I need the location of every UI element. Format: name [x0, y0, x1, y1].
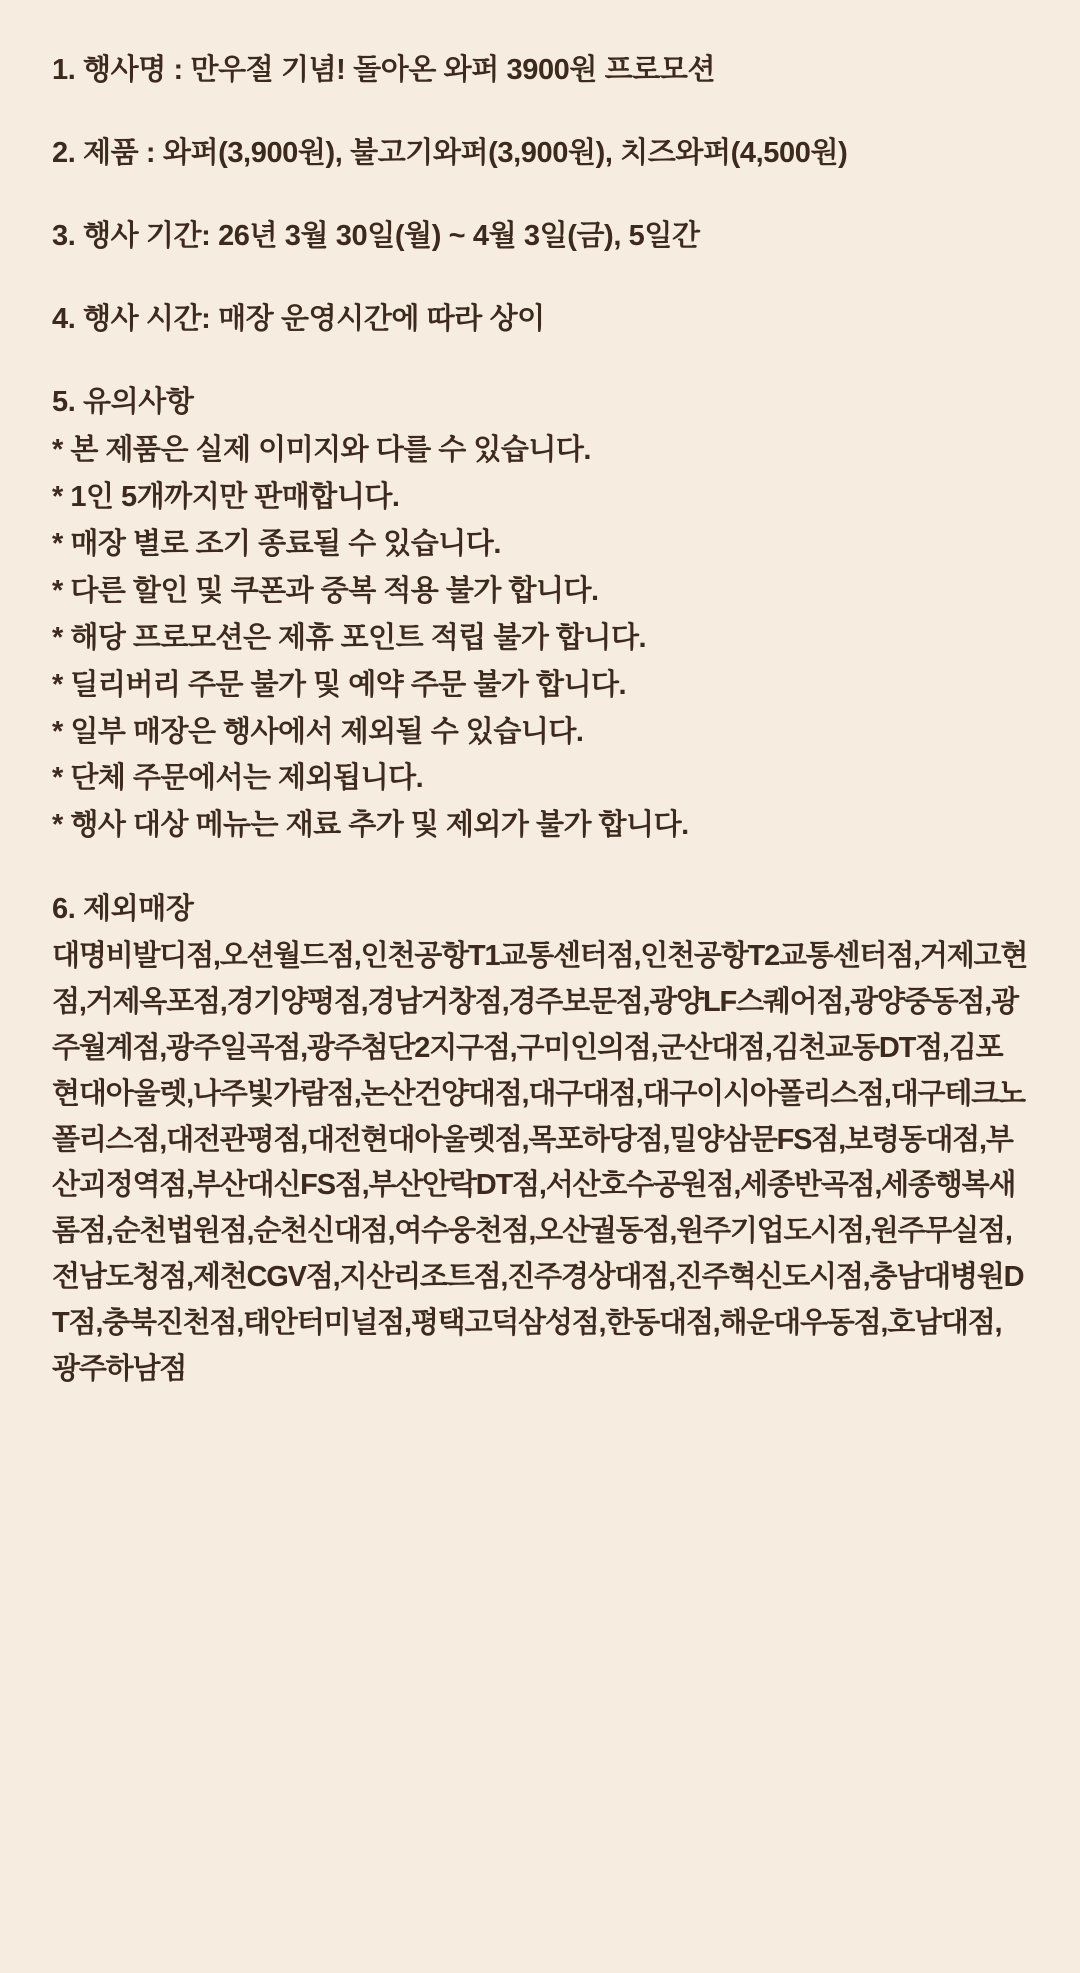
section-event-name — [52, 48, 1028, 93]
event-time-text: 4. 행사 시간: 매장 운영시간에 따라 상이 — [52, 302, 545, 335]
excluded-stores-list: 대명비발디점,오션월드점,인천공항T1교통센터점,인천공항T2교통센터점,거제고현점,거제옥포점,경기양평점,경남거창점,경주보문점,광양LF스퀘어점,광양중동점,광주월계점,광주일곡점,광주첨단2지구점,구미인의점,군산대점,김천교동DT점,김포현대아울렛,나주빛가람점,논산건양대점,대구대점,대구이시아폴리스점,대구테크노폴리스점,대전관평점,대전현대아울렛점,목포하당점,밀양삼문FS점,보령동대점,부산괴정역점,부산대신FS점,부산안락DT점,서산호수공원점,세종반곡점,세종행복새롬점,순천법원점,순천신대점,여수웅천점,오산궐동점,원주기업도시점,원주무실점,전남도청점,제천CGV점,지산리조트점,진주경상대점,진주혁신도시점,충남대병원DT점,충북진천점,태안터미널점,평택고덕삼성점,한동대점,해운대우동점,호남대점,광주하남점 — [52, 940, 1028, 1385]
notice-item: * 단체 주문에서는 제외됩니다. — [52, 762, 424, 795]
notice-item: * 행사 대상 메뉴는 재료 추가 및 제외가 불가 합니다. — [52, 809, 689, 842]
excluded-stores-heading: 6. 제외매장 — [52, 893, 194, 926]
notice-item: * 매장 별로 조기 종료될 수 있습니다. — [52, 527, 501, 560]
notices-heading: 5. 유의사항 — [52, 385, 194, 418]
notice-item: * 딜리버리 주문 불가 및 예약 주문 불가 합니다. — [52, 668, 627, 701]
section-excluded-stores — [52, 887, 1028, 1392]
section-event-period — [52, 214, 1028, 259]
section-products — [52, 131, 1028, 176]
notice-item: * 다른 할인 및 쿠폰과 중복 적용 불가 합니다. — [52, 574, 599, 607]
notice-item: * 1인 5개까지만 판매합니다. — [52, 480, 400, 513]
event-name-text: 1. 행사명 : 만우절 기념! 돌아온 와퍼 3900원 프로모션 — [52, 54, 716, 86]
notice-item: * 본 제품은 실제 이미지와 다를 수 있습니다. — [52, 433, 591, 466]
products-text: 2. 제품 : 와퍼(3,900원), 불고기와퍼(3,900원), 치즈와퍼(4,500원) — [52, 136, 848, 169]
notice-item: * 일부 매장은 행사에서 제외될 수 있습니다. — [52, 715, 584, 748]
section-notices — [52, 380, 1028, 850]
section-event-time — [52, 297, 1028, 342]
event-period-text: 3. 행사 기간: 26년 3월 30일(월) ~ 4월 3일(금), 5일간 — [52, 219, 700, 252]
notice-item: * 해당 프로모션은 제휴 포인트 적립 불가 합니다. — [52, 621, 647, 654]
